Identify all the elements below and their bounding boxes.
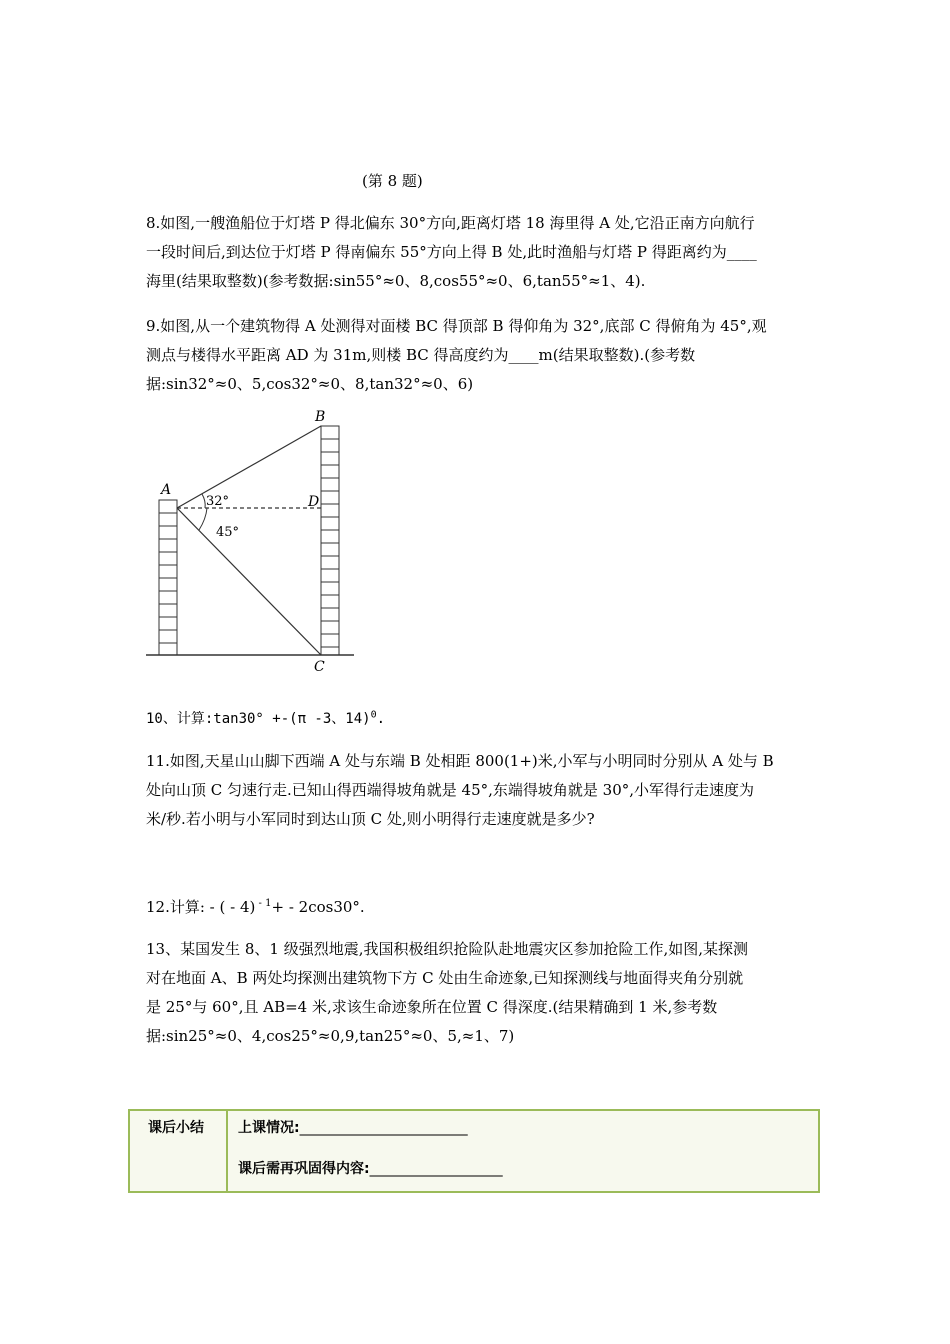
figure-8-caption: (第 8 题) (362, 172, 423, 190)
angle-label-45: 45° (216, 525, 240, 540)
summary-heading: 课后小结 (148, 1120, 204, 1136)
question-8-line-1: 8.如图,一艘渔船位于灯塔 P 得北偏东 30°方向,距离灯塔 18 海里得 A 处,它沿正南方向航行 (146, 214, 755, 232)
question-9-line-2: 测点与楼得水平距离 AD 为 31m,则楼 BC 得高度约为____m(结果取整数).(参考数 (146, 346, 696, 364)
question-8-line-3: 海里(结果取整数)(参考数据:sin55°≈0、8,cos55°≈0、6,tan55°≈1、4). (146, 272, 646, 290)
question-11-line-1: 11.如图,天星山山脚下西端 A 处与东端 B 处相距 800(1+)米,小军与小明同时分别从 A 处与 B (146, 752, 774, 770)
question-9-line-3: 据:sin32°≈0、5,cos32°≈0、8,tan32°≈0、6) (146, 375, 474, 393)
summary-heading-cell (130, 1111, 228, 1191)
building-bc (321, 426, 339, 655)
label-d: D (308, 494, 320, 510)
question-12-exponent: - 1 (255, 898, 272, 909)
question-10-text: 10、计算:tan30° +-(π -3、14) (146, 711, 371, 727)
question-11-line-3: 米/秒.若小明与小军同时到达山顶 C 处,则小明得行走速度就是多少? (146, 810, 595, 828)
summary-row-review-content (238, 1158, 503, 1178)
building-angle-figure (140, 402, 360, 677)
label-c: C (314, 659, 325, 675)
question-12-pre: 12.计算: - ( - 4) (146, 898, 256, 916)
question-8 (146, 209, 816, 296)
summary-row-class-status (238, 1117, 468, 1137)
question-13-line-1: 13、某国发生 8、1 级强烈地震,我国积极组织抢险队赴地震灾区参加抢险工作,如图,某探测 (146, 940, 749, 958)
label-b: B (315, 409, 326, 425)
question-10-exponent: 0 (370, 709, 377, 721)
angle-arc-32 (202, 494, 205, 508)
question-13-line-2: 对在地面 A、B 两处均探测出建筑物下方 C 处由生命迹象,已知探测线与地面得夹角分别就 (146, 969, 744, 987)
question-12-post: + - 2cos30°. (271, 898, 365, 916)
question-12 (146, 893, 816, 922)
question-8-line-2: 一段时间后,到达位于灯塔 P 得南偏东 55°方向上得 B 处,此时渔船与灯塔 P 得距离约为____ (146, 243, 757, 261)
sight-line-ac (177, 508, 321, 655)
class-status-label: 上课情况: (238, 1120, 300, 1136)
angle-label-32: 32° (206, 494, 230, 509)
question-13 (146, 935, 816, 1051)
after-class-summary-table (128, 1109, 820, 1193)
class-status-blank[interactable]: ________________________ (299, 1120, 468, 1136)
sight-line-ab (177, 426, 321, 508)
question-13-line-4: 据:sin25°≈0、4,cos25°≈0,9,tan25°≈0、5,≈1、7) (146, 1027, 515, 1045)
question-11 (146, 747, 816, 834)
question-11-line-2: 处向山顶 C 匀速行走.已知山得西端得坡角就是 45°,东端得坡角就是 30°,小军得行走速度为 (146, 781, 755, 799)
question-9 (146, 312, 816, 399)
question-10 (146, 705, 816, 734)
question-13-line-3: 是 25°与 60°,且 AB=4 米,求该生命迹象所在位置 C 得深度.(结果精确到 1 米,参考数 (146, 998, 718, 1016)
question-10-end: . (376, 711, 386, 727)
label-a: A (161, 482, 172, 498)
review-content-label: 课后需再巩固得内容: (238, 1161, 370, 1177)
question-9-line-1: 9.如图,从一个建筑物得 A 处测得对面楼 BC 得顶部 B 得仰角为 32°,底部 C 得俯角为 45°,观 (146, 317, 767, 335)
review-content-blank[interactable]: ___________________ (369, 1161, 503, 1177)
angle-arc-45 (199, 508, 207, 530)
building-a (159, 500, 177, 655)
